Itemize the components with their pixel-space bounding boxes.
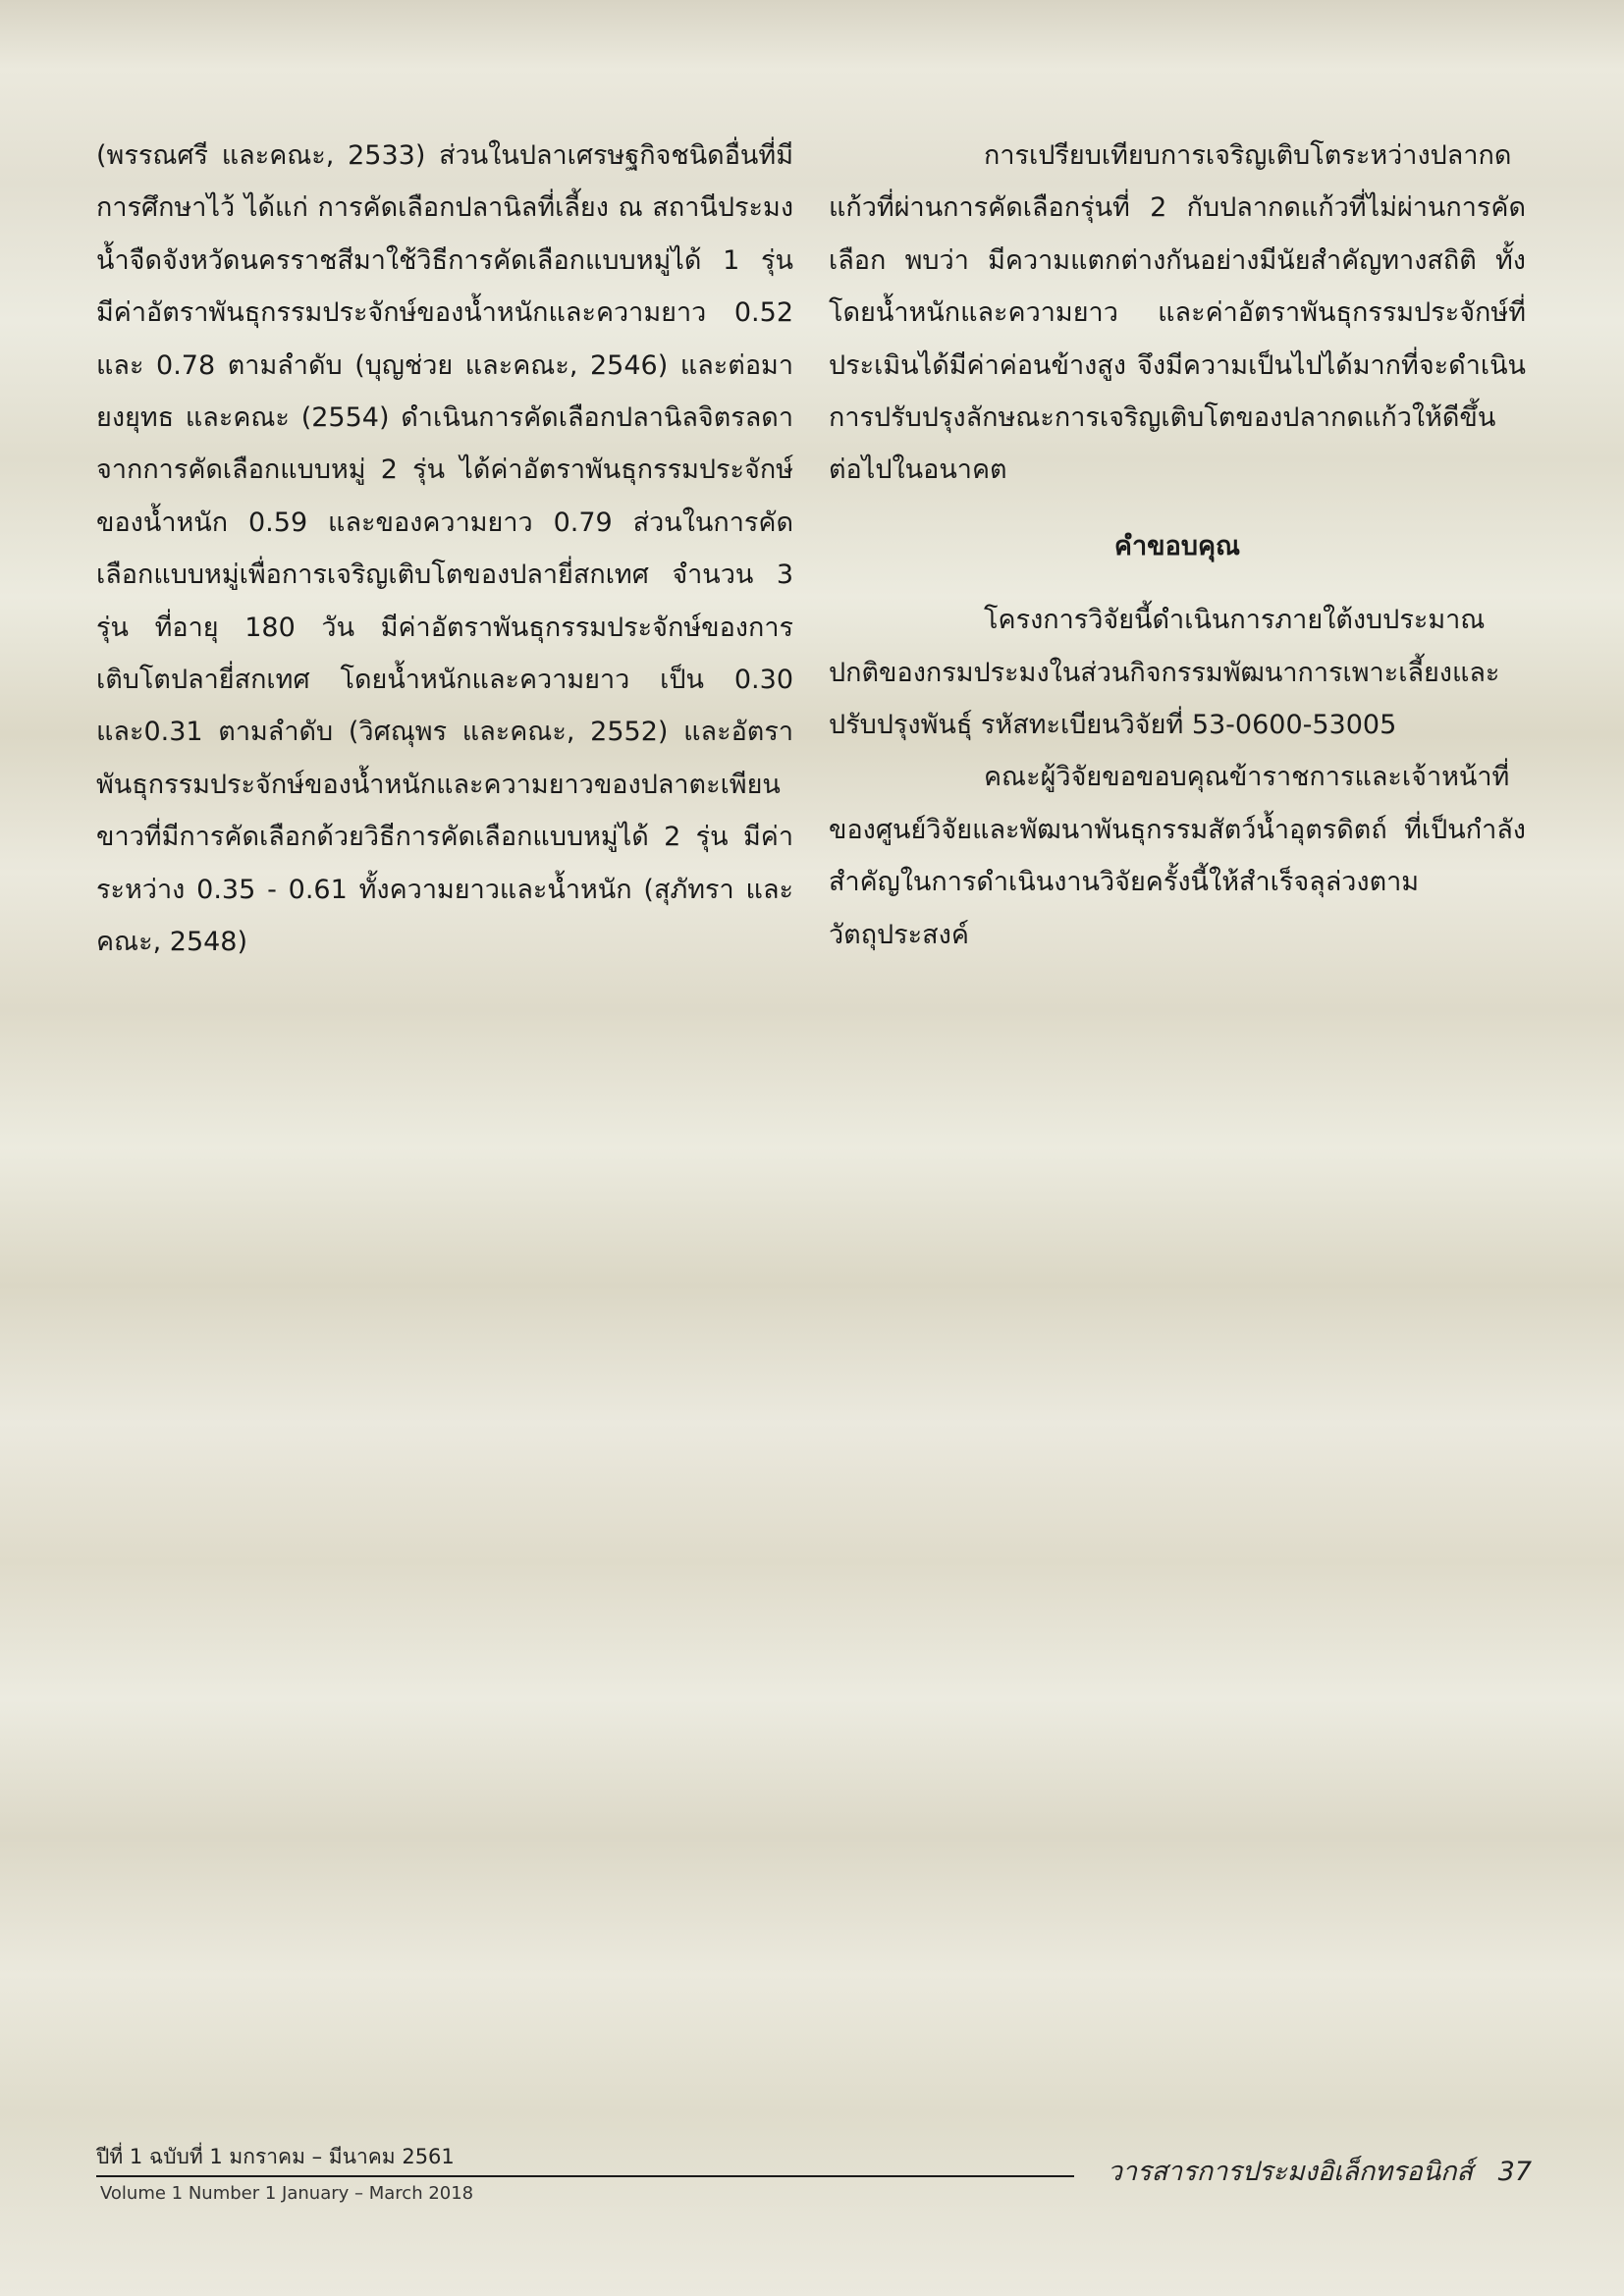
left-column [96,130,793,969]
body-paragraph-left: (พรรณศรี และคณะ, 2533) ส่วนในปลาเศรษฐกิจชนิดอื่นที่มีการศึกษาไว้ ได้แก่ การคัดเลือกปลานิลที่เลี้ยง ณ สถานีประมงน้ำจืดจังหวัดนครราชสีมาใช้วิธีการคัดเลือกแบบหมู่ได้ 1 รุ่น มีค่าอัตราพันธุกรรมประจักษ์ของน้ำหนักและความยาว 0.52 และ 0.78 ตามลำดับ (บุญช่วย และคณะ, 2546) และต่อมายงยุทธ และคณะ (2554) ดำเนินการคัดเลือกปลานิลจิตรลดาจากการคัดเลือกแบบหมู่ 2 รุ่น ได้ค่าอัตราพันธุกรรมประจักษ์ของน้ำหนัก 0.59 และของความยาว 0.79 ส่วนในการคัดเลือกแบบหมู่เพื่อการเจริญเติบโตของปลายี่สกเทศ จำนวน 3 รุ่น ที่อายุ 180 วัน มีค่าอัตราพันธุกรรมประจักษ์ของการเติบโตปลายี่สกเทศ โดยน้ำหนักและความยาว เป็น 0.30 และ0.31 ตามลำดับ (วิศณุพร และคณะ, 2552) และอัตราพันธุกรรมประจักษ์ของน้ำหนักและความยาวของปลาตะเพียนขาวที่มีการคัดเลือกด้วยวิธีการคัดเลือกแบบหมู่ได้ 2 รุ่น มีค่าระหว่าง 0.35 - 0.61 ทั้งความยาวและน้ำหนัก (สุภัทรา และคณะ, 2548) [96,140,793,958]
page-number: 37 [1497,2157,1532,2187]
footer-issue-thai: ปีที่ 1 ฉบับที่ 1 มกราคม – มีนาคม 2561 [96,2145,455,2168]
acknowledgement-heading: คำขอบคุณ [1113,530,1241,561]
footer-divider [96,2175,1074,2177]
page-footer [96,2144,1532,2213]
footer-journal-name: วารสารการประมงอิเล็กทรอนิกส์ [1107,2157,1473,2187]
acknowledgement-paragraph-2: คณะผู้วิจัยขอขอบคุณข้าราชการและเจ้าหน้าที่ของศูนย์วิจัยและพัฒนาพันธุกรรมสัตว์น้ำอุตรดิตถ์ ที่เป็นกำลังสำคัญในการดำเนินงานวิจัยครั้งนี้ให้สำเร็จลุล่วงตามวัตถุประสงค์ [829,762,1526,950]
acknowledgement-paragraph-1: โครงการวิจัยนี้ดำเนินการภายใต้งบประมาณปกติของกรมประมงในส่วนกิจกรรมพัฒนาการเพาะเลี้ยงและปรับปรุงพันธุ์ รหัสทะเบียนวิจัยที่ 53-0600-53005 [829,605,1500,741]
footer-issue-english: Volume 1 Number 1 January – March 2018 [100,2183,474,2204]
right-column [829,130,1526,961]
conclusion-paragraph: การเปรียบเทียบการเจริญเติบโตระหว่างปลากดแก้วที่ผ่านการคัดเลือกรุ่นที่ 2 กับปลากดแก้วที่ไม่ผ่านการคัดเลือก พบว่า มีความแตกต่างกันอย่างมีนัยสำคัญทางสถิติ ทั้งโดยน้ำหนักและความยาว และค่าอัตราพันธุกรรมประจักษ์ที่ประเมินได้มีค่าค่อนข้างสูง จึงมีความเป็นไปได้มากที่จะดำเนินการปรับปรุงลักษณะการเจริญเติบโตของปลากดแก้วให้ดีขึ้นต่อไปในอนาคต [829,140,1526,486]
